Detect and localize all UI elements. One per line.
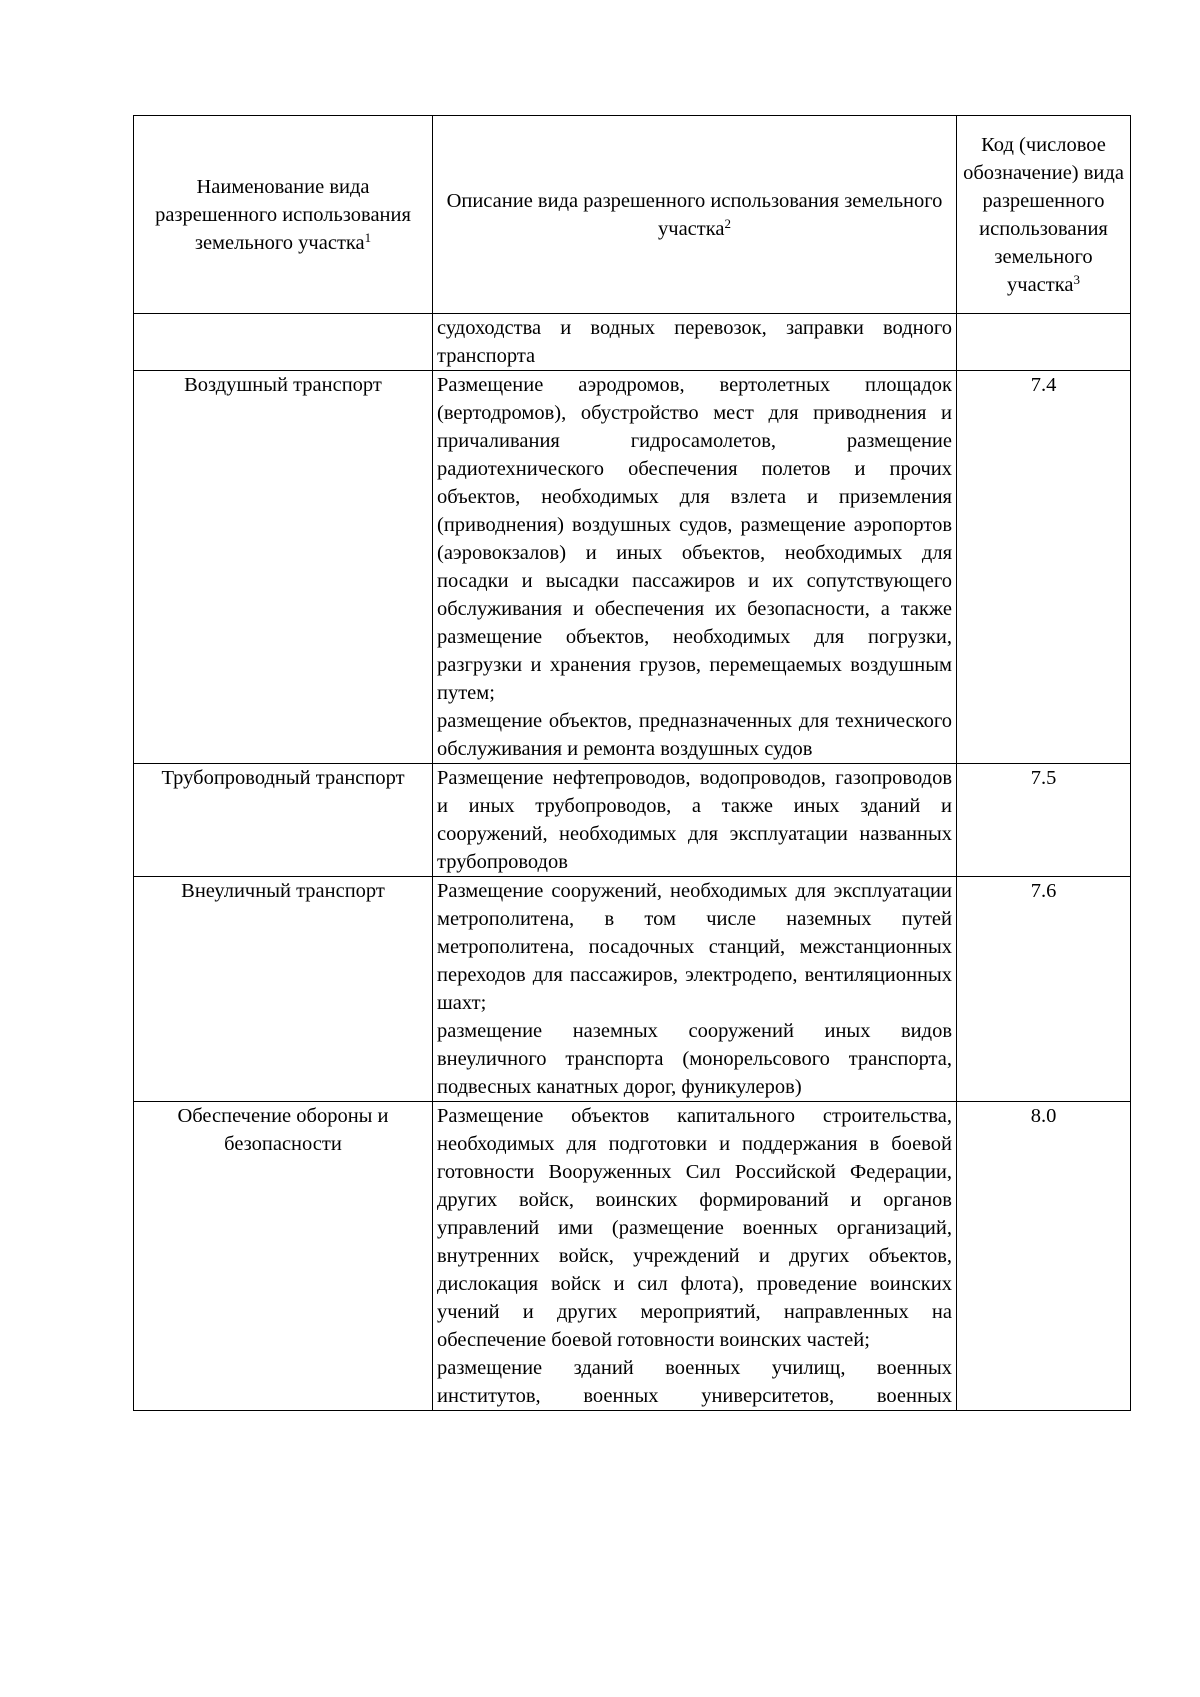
row-name: Внеуличный транспорт xyxy=(134,877,433,1102)
row-code: 8.0 xyxy=(957,1102,1131,1411)
row-code: 7.4 xyxy=(957,371,1131,764)
table-row xyxy=(134,371,1131,764)
table-row xyxy=(134,764,1131,877)
header-name-text: Наименование вида разрешенного использования земельного участка xyxy=(155,175,411,254)
footnote-3: 3 xyxy=(1073,271,1080,287)
header-name xyxy=(134,116,433,314)
row-code: 7.6 xyxy=(957,877,1131,1102)
header-code-text: Код (числовое обозначение) вида разрешенного использования земельного участка xyxy=(963,133,1124,296)
row-name: Воздушный транспорт xyxy=(134,371,433,764)
table-row xyxy=(134,314,1131,371)
row-code xyxy=(957,314,1131,371)
table-row xyxy=(134,877,1131,1102)
description-paragraph: размещение объектов, предназначенных для технического обслуживания и ремонта воздушных судов xyxy=(437,710,952,760)
footnote-2: 2 xyxy=(724,215,731,231)
description-paragraph: Размещение нефтепроводов, водопроводов, газопроводов и иных трубопроводов, а также иных зданий и сооружений, необходимых для эксплуатации названных трубопроводов xyxy=(437,767,952,873)
land-use-table xyxy=(133,115,1131,1411)
description-paragraph: размещение наземных сооружений иных видов внеуличного транспорта (монорельсового транспорта, подвесных канатных дорог, фуникулеров) xyxy=(437,1020,952,1098)
description-paragraph: Размещение сооружений, необходимых для эксплуатации метрополитена, в том числе наземных путей метрополитена, посадочных станций, межстанционных переходов для пассажиров, электродепо, вентиляционных шахт; xyxy=(437,880,952,1014)
row-description xyxy=(433,1102,957,1411)
description-paragraph: Размещение объектов капитального строительства, необходимых для подготовки и поддержания в боевой готовности Вооруженных Сил Российской Федерации, других войск, воинских формирований и органов управлений ими (размещение военных организаций, внутренних войск, учреждений и других объектов, дислокация войск и сил флота), проведение воинских учений и других мероприятий, направленных на обеспечение боевой готовности воинских частей; xyxy=(437,1105,952,1351)
description-paragraph: Размещение аэродромов, вертолетных площадок (вертодромов), обустройство мест для приводнения и причаливания гидросамолетов, размещение радиотехнического обеспечения полетов и прочих объектов, необходимых для взлета и приземления (приводнения) воздушных судов, размещение аэропортов (аэровокзалов) и иных объектов, необходимых для посадки и высадки пассажиров и их сопутствующего обслуживания и обеспечения их безопасности, а также размещение объектов, необходимых для погрузки, разгрузки и хранения грузов, перемещаемых воздушным путем; xyxy=(437,374,952,704)
footnote-1: 1 xyxy=(364,229,372,245)
header-description xyxy=(433,116,957,314)
table-header-row xyxy=(134,116,1131,314)
row-description xyxy=(433,877,957,1102)
row-code: 7.5 xyxy=(957,764,1131,877)
table-row xyxy=(134,1102,1131,1411)
description-paragraph: размещение зданий военных училищ, военных институтов, военных университетов, военных xyxy=(437,1357,952,1407)
header-description-text: Описание вида разрешенного использования земельного участка xyxy=(446,189,943,240)
row-name: Трубопроводный транспорт xyxy=(134,764,433,877)
row-description xyxy=(433,371,957,764)
row-name xyxy=(134,314,433,371)
row-description xyxy=(433,764,957,877)
row-name: Обеспечение обороны и безопасности xyxy=(134,1102,433,1411)
description-paragraph: судоходства и водных перевозок, заправки водного транспорта xyxy=(437,317,952,367)
row-description xyxy=(433,314,957,371)
header-code xyxy=(957,116,1131,314)
